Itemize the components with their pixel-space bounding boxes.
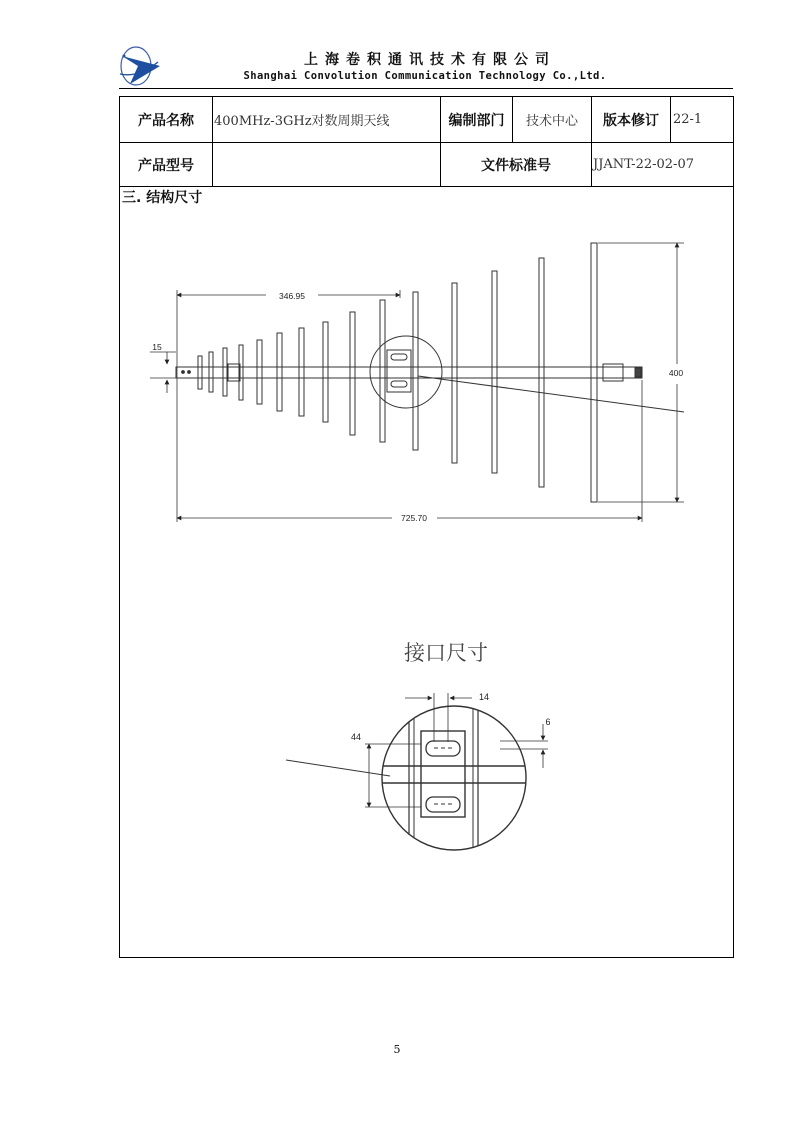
revision-value: 22-1 [673, 112, 703, 127]
detail-dim-14: 14 [478, 692, 490, 702]
detail-view-circle [382, 706, 526, 850]
detail-title: 接口尺寸 [404, 641, 488, 665]
doc-std-label: 文件标准号 [481, 157, 551, 174]
connector [635, 368, 641, 377]
page-number: 5 [393, 1043, 401, 1056]
detail-dim-6: 6 [545, 717, 551, 727]
product-name-label: 产品名称 [138, 112, 194, 129]
doc-std-value: JJANT-22-02-07 [593, 157, 694, 172]
company-name-en: Shanghai Convolution Communication Technology Co.,Ltd. [243, 70, 607, 82]
dim-bottom-label: 725.70 [401, 513, 427, 523]
dim-right-label: 400 [668, 368, 684, 378]
model-label: 产品型号 [138, 157, 194, 174]
dept-label: 编制部门 [448, 112, 505, 129]
dim-top-label: 346.95 [279, 291, 305, 301]
company-name-cn: 上海卷积通讯技术有限公司 [304, 52, 556, 68]
antenna-boom [176, 367, 642, 378]
dim-left-label: 15 [152, 342, 162, 352]
section-title: 三. 结构尺寸 [122, 190, 203, 206]
detail-dim-44: 44 [350, 732, 362, 742]
dept-value: 技术中心 [525, 114, 578, 129]
revision-label: 版本修订 [603, 112, 659, 129]
product-name-value: 400MHz-3GHz对数周期天线 [214, 114, 390, 129]
